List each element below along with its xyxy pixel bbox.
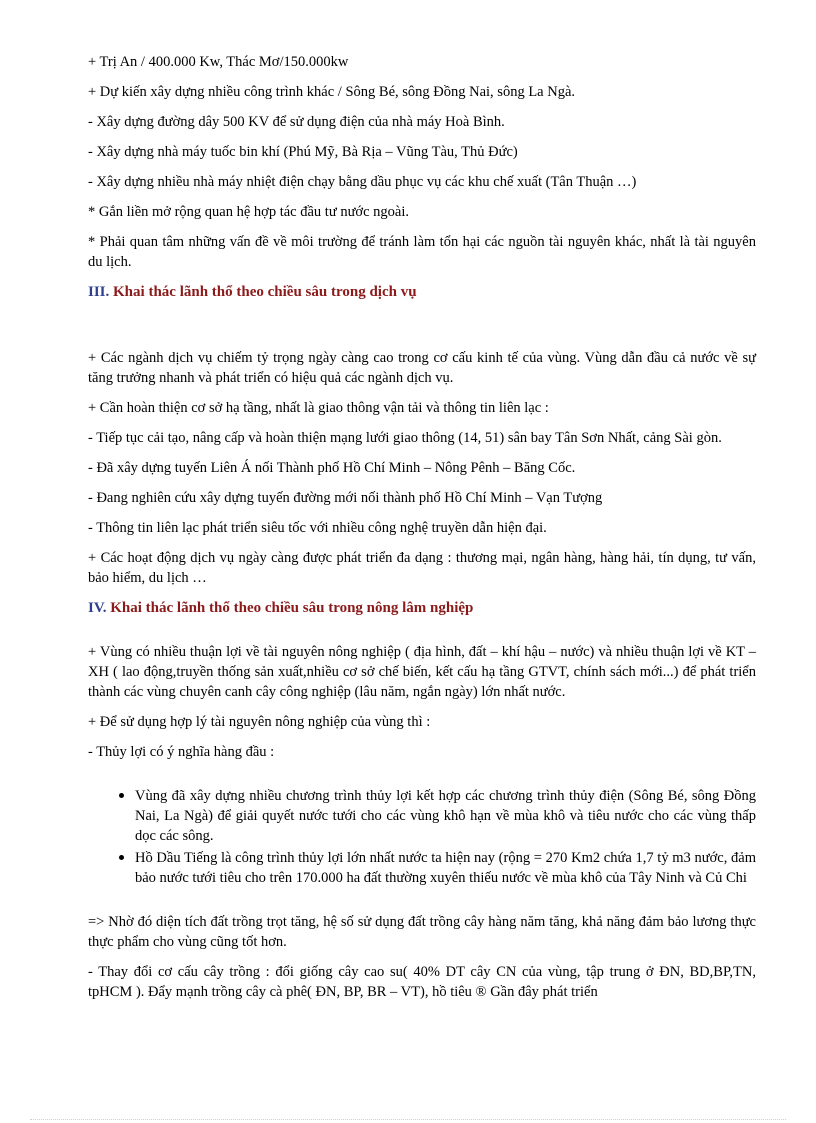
bullet-list (88, 786, 756, 888)
spacer (88, 898, 756, 912)
section-title: Khai thác lãnh thổ theo chiều sâu trong nông lâm nghiệp (106, 600, 474, 616)
spacer (88, 628, 756, 642)
paragraph: - Thay đổi cơ cấu cây trồng : đổi giống cây cao su( 40% DT cây CN của vùng, tập trung ở ĐN, BD,BP,TN, tpHCM ). Đẩy mạnh trồng cây cà phê( ĐN, BP, BR – VT), hồ tiêu ® Gần đây phát triển (88, 964, 756, 1000)
section-number: IV. (88, 600, 107, 616)
paragraph: => Nhờ đó diện tích đất trồng trọt tăng, hệ số sử dụng đất trồng cây hàng năm tăng, khả năng đảm bảo lương thực thực phẩm cho vùng cũng tốt hơn. (88, 914, 756, 950)
paragraph: - Thủy lợi có ý nghĩa hàng đầu : (88, 744, 275, 760)
section-title: Khai thác lãnh thổ theo chiều sâu trong dịch vụ (109, 284, 417, 300)
list-item: Hồ Dầu Tiếng là công trình thủy lợi lớn nhất nước ta hiện nay (rộng = 270 Km2 chứa 1,7 tỷ m3 nước, đảm bảo nước tưới tiêu cho trên 170.000 ha đất thường xuyên thiếu nước về mùa khô của Tây Ninh và Củ Chi (88, 848, 756, 888)
bullet-icon (119, 793, 124, 798)
paragraph: - Xây dựng nhiều nhà máy nhiệt điện chạy bằng dầu phục vụ các khu chế xuất (Tân Thuận …) (88, 174, 637, 190)
paragraph: + Các ngành dịch vụ chiếm tỷ trọng ngày càng cao trong cơ cấu kinh tế của vùng. Vùng dẫn đầu cả nước về sự tăng trưởng nhanh và phát triển có hiệu quả các ngành dịch vụ. (88, 350, 756, 386)
list-item: Vùng đã xây dựng nhiều chương trình thủy lợi kết hợp các chương trình thủy điện (Sông Bé, sông Đồng Nai, La Ngà) để giải quyết nước tưới cho các vùng khô hạn về mùa khô và tiêu nước cho các vùng thấp dọc các sông. (88, 786, 756, 846)
paragraph: + Trị An / 400.000 Kw, Thác Mơ/150.000kw (88, 54, 349, 70)
bullet-icon (119, 855, 124, 860)
paragraph: + Để sử dụng hợp lý tài nguyên nông nghiệp của vùng thì : (88, 714, 431, 730)
paragraph: + Vùng có nhiều thuận lợi về tài nguyên nông nghiệp ( địa hình, đất – khí hậu – nước) và nhiều thuận lợi về KT – XH ( lao động,truyền thống sản xuất,nhiều cơ sở chế biến, kết cấu hạ tầng GTVT, chính sách mới...) để phát triển thành các vùng chuyên canh cây công nghiệp (lâu năm, ngắn ngày) lớn nhất nước. (88, 644, 756, 700)
spacer (88, 772, 756, 786)
section-heading-iv (88, 598, 756, 618)
paragraph: + Dự kiến xây dựng nhiều công trình khác / Sông Bé, sông Đồng Nai, sông La Ngà. (88, 84, 576, 100)
paragraph: - Xây dựng nhà máy tuốc bin khí (Phú Mỹ, Bà Rịa – Vũng Tàu, Thủ Đức) (88, 144, 518, 160)
paragraph: * Gắn liền mở rộng quan hệ hợp tác đầu tư nước ngoài. (88, 204, 409, 220)
page-bottom-rule (30, 1119, 786, 1120)
section-number: III. (88, 284, 110, 300)
spacer (88, 312, 756, 348)
paragraph: + Các hoạt động dịch vụ ngày càng được phát triển đa dạng : thương mại, ngân hàng, hàng hải, tín dụng, tư vấn, bảo hiểm, du lịch … (88, 550, 756, 586)
paragraph: - Đã xây dựng tuyến Liên Á nối Thành phố Hồ Chí Minh – Nông Pênh – Băng Cốc. (88, 460, 576, 476)
paragraph: * Phải quan tâm những vấn đề về môi trường để tránh làm tổn hại các nguồn tài nguyên khác, nhất là tài nguyên du lịch. (88, 234, 756, 270)
section-heading-iii (88, 282, 756, 302)
document-page (88, 52, 756, 1012)
paragraph: - Thông tin liên lạc phát triển siêu tốc với nhiều công nghệ truyền dẫn hiện đại. (88, 520, 547, 536)
paragraph: - Xây dựng đường dây 500 KV để sử dụng điện của nhà máy Hoà Bình. (88, 114, 505, 130)
paragraph: + Cần hoàn thiện cơ sở hạ tầng, nhất là giao thông vận tải và thông tin liên lạc : (88, 400, 549, 416)
paragraph: - Tiếp tục cải tạo, nâng cấp và hoàn thiện mạng lưới giao thông (14, 51) sân bay Tân Sơn Nhất, cảng Sài gòn. (88, 430, 722, 446)
paragraph: - Đang nghiên cứu xây dựng tuyến đường mới nối thành phố Hồ Chí Minh – Vạn Tượng (88, 490, 603, 506)
